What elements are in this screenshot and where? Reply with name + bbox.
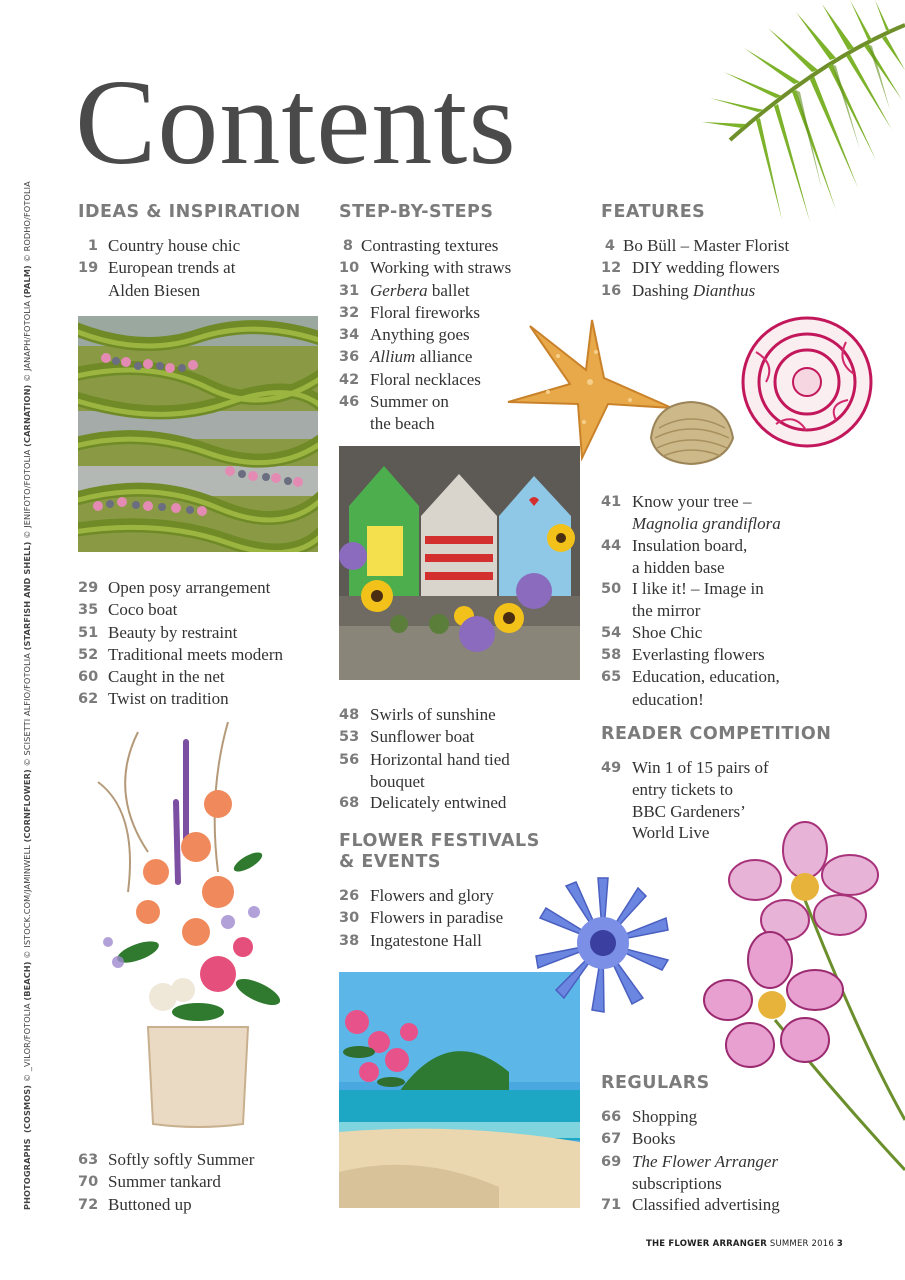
entry-title: Sunflower boat xyxy=(370,727,475,747)
entry-title: Traditional meets modern xyxy=(108,644,284,664)
page-title: Contents xyxy=(75,55,517,190)
page-footer xyxy=(646,1239,843,1249)
page-number: 16 xyxy=(601,282,622,299)
contents-entry[interactable] xyxy=(339,346,579,368)
page-number: 26 xyxy=(339,888,360,904)
entry-title-italic: Dianthus xyxy=(692,280,756,300)
issue-label: SUMMER 2016 xyxy=(769,1239,834,1249)
contents-entry[interactable] xyxy=(78,644,328,666)
credit-label: (CORNFLOWER) xyxy=(22,769,32,843)
contents-entry[interactable] xyxy=(601,1106,831,1128)
entry-title: Working with straws xyxy=(370,258,512,278)
contents-entry[interactable] xyxy=(339,324,579,346)
entry-title-continued: the beach xyxy=(370,414,435,434)
entry-title xyxy=(370,280,579,302)
entry-title-continued: bouquet xyxy=(370,771,425,791)
page-number: 49 xyxy=(601,760,622,776)
contents-entry[interactable] xyxy=(339,235,579,257)
ideas-list-c xyxy=(78,1149,328,1216)
credit-text: © RODHO/FOTOLIA xyxy=(22,181,32,266)
contents-entry[interactable] xyxy=(78,1171,328,1193)
contents-entry[interactable] xyxy=(601,1151,831,1173)
entry-title-italic: The Flower Arranger xyxy=(632,1151,779,1171)
credit-label: (BEACH) xyxy=(22,961,32,1001)
cornflower-image xyxy=(528,868,678,1018)
carnation-image xyxy=(736,312,878,452)
page-number: 36 xyxy=(339,349,360,366)
page-number: 63 xyxy=(78,1152,99,1168)
credit-text: © _VILOR/FOTOLIA xyxy=(22,1000,32,1085)
steps-list-a xyxy=(339,235,579,435)
contents-entry[interactable] xyxy=(78,688,328,710)
entry-title xyxy=(370,346,579,368)
page-number: 62 xyxy=(78,691,99,708)
entry-title: Flowers and glory xyxy=(370,886,494,905)
photo-credits xyxy=(22,181,32,1210)
page-number: 56 xyxy=(339,751,360,768)
contents-entry[interactable] xyxy=(339,391,579,413)
contents-entry[interactable] xyxy=(601,257,841,279)
page-number: 58 xyxy=(601,647,622,664)
entry-title-pre: Dashing xyxy=(632,280,693,300)
entry-title: Horizontal hand tied xyxy=(370,749,510,769)
entry-title-continued: Magnolia grandiflora xyxy=(632,514,781,534)
contents-entry[interactable] xyxy=(78,235,328,257)
credit-label: (PALM) xyxy=(22,265,32,299)
entry-title-rest: alliance xyxy=(415,347,473,367)
contents-entry[interactable] xyxy=(601,535,841,557)
entry-title-continued: entry tickets to xyxy=(632,780,734,800)
page-number: 70 xyxy=(78,1174,99,1191)
contents-entry[interactable] xyxy=(339,302,579,324)
page-number: 12 xyxy=(601,260,622,277)
contents-entry[interactable] xyxy=(339,885,539,907)
contents-entry[interactable] xyxy=(601,1128,831,1150)
entry-title: Bo Büll – Master Florist xyxy=(623,236,790,255)
features-list-b xyxy=(601,491,841,710)
ideas-list-a xyxy=(78,235,328,301)
entry-title-continued: education! xyxy=(632,689,704,709)
steps-list-b xyxy=(339,704,579,814)
page-number: 46 xyxy=(339,394,360,411)
entry-title-continued: subscriptions xyxy=(632,1173,722,1193)
entry-title: Everlasting flowers xyxy=(632,645,765,665)
competition-list xyxy=(601,757,821,843)
page-number: 67 xyxy=(601,1131,622,1148)
page-number: 53 xyxy=(339,729,360,746)
entry-title: Books xyxy=(632,1129,676,1149)
credit-label: (COSMOS) xyxy=(22,1084,32,1134)
entry-title: Summer on xyxy=(370,392,449,412)
section-heading-line: FLOWER FESTIVALS xyxy=(339,831,540,851)
entry-title: Insulation board, xyxy=(632,535,748,555)
entry-title: Classified advertising xyxy=(632,1195,780,1215)
page-number: 29 xyxy=(78,580,99,596)
entry-title: Twist on tradition xyxy=(108,689,229,709)
entry-title: Swirls of sunshine xyxy=(370,705,496,724)
contents-entry[interactable] xyxy=(601,578,841,600)
contents-entry[interactable] xyxy=(601,491,841,513)
contents-entry[interactable] xyxy=(339,907,539,929)
contents-entry[interactable] xyxy=(78,1149,328,1171)
page-number: 60 xyxy=(78,669,99,686)
entry-title: Caught in the net xyxy=(108,667,225,687)
contents-entry[interactable] xyxy=(78,1194,328,1216)
page-number: 1 xyxy=(87,238,98,254)
entry-title: Open posy arrangement xyxy=(108,578,271,597)
entry-title: Country house chic xyxy=(108,236,241,255)
page-number: 34 xyxy=(339,327,360,344)
page-number: 48 xyxy=(339,707,360,723)
entry-title: Win 1 of 15 pairs of xyxy=(632,758,769,777)
page-number: 4 xyxy=(604,238,615,254)
beach-huts-image xyxy=(339,446,580,680)
page-number: 10 xyxy=(339,260,360,277)
section-heading-ideas: IDEAS & INSPIRATION xyxy=(78,202,301,222)
entry-title: Contrasting textures xyxy=(361,236,499,255)
credit-text: © SCISETTI ALFIO/FOTOLIA xyxy=(22,650,32,770)
page-number: 32 xyxy=(339,304,360,321)
entry-title: Floral fireworks xyxy=(370,302,481,322)
entry-title: Beauty by restraint xyxy=(108,622,238,642)
page-number: 71 xyxy=(601,1197,622,1214)
page-number: 66 xyxy=(601,1109,622,1125)
credit-label: (STARFISH AND SHELL) xyxy=(22,541,32,651)
features-list-a xyxy=(601,235,841,302)
contents-entry[interactable] xyxy=(339,749,579,771)
page-number: 30 xyxy=(339,910,360,927)
section-heading-features: FEATURES xyxy=(601,202,706,222)
entry-title: Know your tree – xyxy=(632,492,752,511)
section-heading-line: & EVENTS xyxy=(339,852,441,872)
entry-title: Flowers in paradise xyxy=(370,908,504,928)
section-heading-regulars: REGULARS xyxy=(601,1073,710,1093)
entry-title-italic: Gerbera xyxy=(370,280,428,300)
contents-entry[interactable] xyxy=(78,577,328,599)
section-heading-competition: READER COMPETITION xyxy=(601,724,832,744)
entry-title: Delicately entwined xyxy=(370,793,507,813)
credit-text: © JANAPH/FOTOLIA xyxy=(22,298,32,385)
page-number: 72 xyxy=(78,1196,99,1213)
regulars-list xyxy=(601,1106,831,1216)
contents-entry[interactable] xyxy=(339,792,579,814)
contents-entry[interactable] xyxy=(339,369,579,391)
entry-title-continued: World Live xyxy=(632,822,710,842)
page-number: 68 xyxy=(339,795,360,812)
page-number: 52 xyxy=(78,646,99,663)
contents-entry[interactable] xyxy=(601,280,841,302)
ideas-list-b xyxy=(78,577,328,711)
entry-title: Shoe Chic xyxy=(632,622,703,642)
page-number: 41 xyxy=(601,494,622,510)
entry-title-continued: the mirror xyxy=(632,601,701,621)
entry-title: Softly softly Summer xyxy=(108,1150,255,1169)
festivals-list xyxy=(339,885,539,952)
page-number-footer: 3 xyxy=(836,1239,843,1249)
contents-entry[interactable] xyxy=(339,704,579,726)
entry-title: Floral necklaces xyxy=(370,369,481,389)
entry-title-italic: Allium xyxy=(370,347,416,367)
page-number: 38 xyxy=(339,932,360,949)
entry-title: Shopping xyxy=(632,1107,698,1126)
page-number: 54 xyxy=(601,624,622,641)
entry-title: Summer tankard xyxy=(108,1172,221,1192)
contents-entry[interactable] xyxy=(78,622,328,644)
entry-title-continued: a hidden base xyxy=(632,557,725,577)
page-number: 69 xyxy=(601,1153,622,1170)
contents-entry[interactable] xyxy=(78,599,328,621)
entry-title-continued: BBC Gardeners’ xyxy=(632,801,746,821)
entry-title-rest: ballet xyxy=(427,280,470,300)
grass-arrangement-image xyxy=(78,316,318,552)
magazine-name: THE FLOWER ARRANGER xyxy=(645,1239,767,1249)
page-number: 65 xyxy=(601,669,622,686)
page-number: 44 xyxy=(601,537,622,554)
contents-entry[interactable] xyxy=(339,726,579,748)
entry-title: Ingatestone Hall xyxy=(370,930,482,950)
entry-title xyxy=(632,280,841,302)
credit-label: (CARNATION) xyxy=(22,384,32,447)
page-number: 42 xyxy=(339,371,360,388)
entry-title: European trends at xyxy=(108,258,236,278)
palm-leaf-image xyxy=(640,0,905,230)
page-number: 50 xyxy=(601,581,622,598)
entry-title: Buttoned up xyxy=(108,1194,192,1214)
contents-entry[interactable] xyxy=(78,257,328,279)
page-number: 8 xyxy=(342,238,353,254)
contents-entry[interactable] xyxy=(339,257,579,279)
page-number: 31 xyxy=(339,282,360,299)
entry-title: Education, education, xyxy=(632,667,780,687)
contents-entry[interactable] xyxy=(601,1194,831,1216)
vase-arrangement-image xyxy=(78,712,318,1132)
section-heading-steps: STEP-BY-STEPS xyxy=(339,202,494,222)
contents-entry[interactable] xyxy=(601,622,841,644)
contents-entry[interactable] xyxy=(339,280,579,302)
entry-title: I like it! – Image in xyxy=(632,579,764,599)
credits-prefix: PHOTOGRAPHS xyxy=(22,1138,32,1210)
page-number: 51 xyxy=(78,624,99,641)
page-number: 35 xyxy=(78,602,99,619)
entry-title-continued: Alden Biesen xyxy=(108,280,201,300)
contents-entry[interactable] xyxy=(78,666,328,688)
section-heading-festivals xyxy=(339,831,540,873)
credit-text: © ISTOCK.COM/JAMINWELL xyxy=(22,842,32,962)
page-number: 19 xyxy=(78,260,99,277)
entry-title: Anything goes xyxy=(370,325,470,345)
shell-image xyxy=(645,398,737,468)
contents-entry[interactable] xyxy=(601,666,841,688)
contents-entry[interactable] xyxy=(601,757,821,779)
entry-title: Coco boat xyxy=(108,600,178,620)
contents-entry[interactable] xyxy=(339,930,539,952)
contents-entry[interactable] xyxy=(601,644,841,666)
contents-entry[interactable] xyxy=(601,235,841,257)
entry-title: DIY wedding flowers xyxy=(632,258,780,278)
credit-text: © JENIFOTO/FOTOLIA xyxy=(22,446,32,542)
